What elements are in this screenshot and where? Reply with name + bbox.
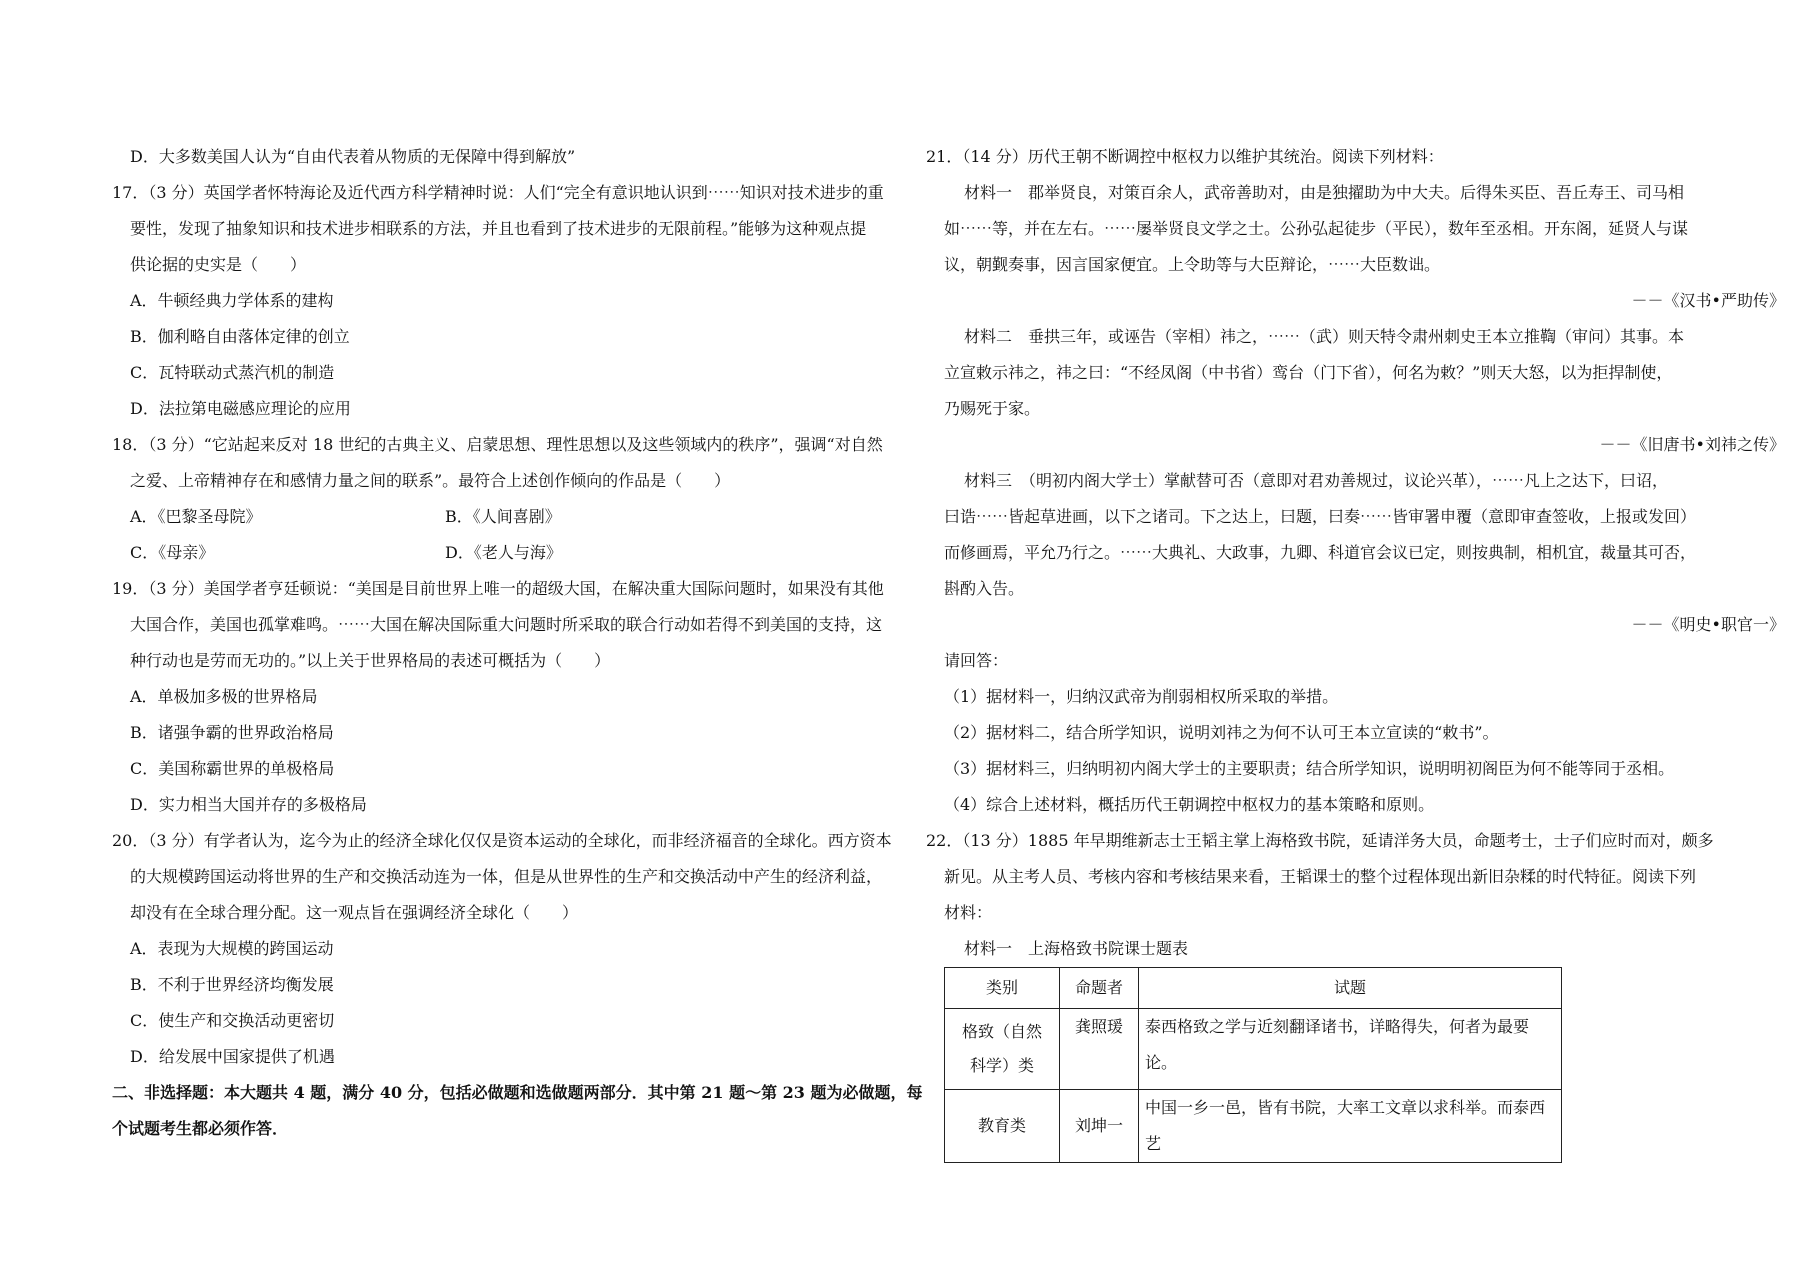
q21-material3-line: 而修画焉，平允乃行之。⋯⋯大典礼、大政事，九卿、科道官会议已定，则按典制，相机宜，裁量其可否，	[944, 543, 1697, 562]
q17-option-a: A．牛顿经典力学体系的建构	[130, 291, 334, 310]
q20-option-d: D．给发展中国家提供了机遇	[130, 1047, 335, 1066]
q21-material1-line: 材料一 郡举贤良，对策百余人，武帝善助对，由是独擢助为中大夫。后得朱买臣、吾丘寿王、司马相	[964, 183, 1685, 202]
table-cell-question: 中国一乡一邑，皆有书院，大率工文章以求科举。而泰西艺	[1139, 1090, 1562, 1163]
q21-prompt: 请回答：	[944, 651, 1009, 670]
table-cell-question: 泰西格致之学与近刻翻译诸书，详略得失，何者为最要论。	[1139, 1009, 1562, 1090]
q19-stem-line: 种行动也是劳而无功的。”以上关于世界格局的表述可概括为（ ）	[130, 651, 611, 670]
table-header-question: 试题	[1139, 968, 1562, 1009]
q18-option-d: D．《老人与海》	[445, 543, 562, 562]
table-cell-category	[945, 1009, 1060, 1090]
table-cell-author: 龚照瑗	[1060, 1009, 1139, 1090]
q20-option-a: A．表现为大规模的跨国运动	[130, 939, 334, 958]
q21-material1-line: 如⋯⋯等，并在左右。⋯⋯屡举贤良文学之士。公孙弘起徒步（平民），数年至丞相。开东阁，延贤人与谋	[944, 219, 1689, 238]
q21-subquestion: （4）综合上述材料，概括历代王朝调控中枢权力的基本策略和原则。	[944, 795, 1435, 814]
q22-table-title: 材料一 上海格致书院课士题表	[964, 939, 1189, 958]
q19-option-d: D．实力相当大国并存的多极格局	[130, 795, 367, 814]
table-cell-category: 教育类	[945, 1090, 1060, 1163]
exam-question-table	[944, 967, 1562, 1163]
q19-option-c: C．美国称霸世界的单极格局	[130, 759, 335, 778]
q17-stem-line: 供论据的史实是（ ）	[130, 255, 307, 274]
table-row	[945, 1090, 1562, 1163]
q19-stem-line: 大国合作，美国也孤掌难鸣。⋯⋯大国在解决国际重大问题时所采取的联合行动如若得不到美国的支持，这	[130, 615, 883, 634]
q18-option-a: A．《巴黎圣母院》	[130, 507, 262, 526]
q21-subquestion: （1）据材料一，归纳汉武帝为削弱相权所采取的举措。	[944, 687, 1339, 706]
table-header-row	[945, 968, 1562, 1009]
section-2-line: 个试题考生都必须作答．	[112, 1119, 289, 1138]
q21-source3: －－《明史•职官一》	[1631, 615, 1785, 634]
q17-option-d: D．法拉第电磁感应理论的应用	[130, 399, 351, 418]
q20-option-c: C．使生产和交换活动更密切	[130, 1011, 335, 1030]
q21-source1: －－《汉书•严助传》	[1631, 291, 1785, 310]
q22-stem-line: 22．（13 分）1885 年早期维新志士王韬主掌上海格致书院，延请洋务大员，命题考士，士子们应时而对，颇多	[926, 831, 1714, 850]
q18-stem-line: 之爱、上帝精神存在和感情力量之间的联系”。最符合上述创作倾向的作品是（ ）	[130, 471, 731, 490]
table-header-author: 命题者	[1060, 968, 1139, 1009]
q21-material2-line: 乃赐死于家。	[944, 399, 1041, 418]
q17-option-c: C．瓦特联动式蒸汽机的制造	[130, 363, 335, 382]
category-line: 科学）类	[969, 1056, 1034, 1075]
q21-subquestion: （3）据材料三，归纳明初内阁大学士的主要职责；结合所学知识，说明明初阁臣为何不能等同于丞相。	[944, 759, 1675, 778]
q17-option-b: B．伽利略自由落体定律的创立	[130, 327, 350, 346]
category-line: 格致（自然	[961, 1022, 1042, 1041]
q22-stem-line: 材料：	[944, 903, 993, 922]
q21-subquestion: （2）据材料二，结合所学知识，说明刘祎之为何不认可王本立宣读的“敕书”。	[944, 723, 1499, 742]
q19-option-a: A．单极加多极的世界格局	[130, 687, 318, 706]
table-row	[945, 1009, 1562, 1090]
table-cell-author: 刘坤一	[1060, 1090, 1139, 1163]
q21-source2: －－《旧唐书•刘祎之传》	[1599, 435, 1785, 454]
q21-material2-line: 材料二 垂拱三年，或诬告（宰相）祎之，⋯⋯（武）则天特令肃州刺史王本立推鞫（审问）其事。本	[964, 327, 1685, 346]
q16-option-d: D．大多数美国人认为“自由代表着从物质的无保障中得到解放”	[130, 147, 576, 166]
q21-material1-line: 议，朝觐奏事，因言国家便宜。上令助等与大臣辩论，⋯⋯大臣数诎。	[944, 255, 1441, 274]
q21-material3-line: 斟酌入告。	[944, 579, 1025, 598]
q17-stem-line: 17．（3 分）英国学者怀特海论及近代西方科学精神时说：人们“完全有意识地认识到⋯⋯知识对技术进步的重	[112, 183, 884, 202]
q21-stem: 21．（14 分）历代王朝不断调控中枢权力以维护其统治。阅读下列材料：	[926, 147, 1444, 166]
q20-stem-line: 的大规模跨国运动将世界的生产和交换活动连为一体，但是从世界性的生产和交换活动中产生的经济利益，	[130, 867, 883, 886]
q22-stem-line: 新见。从主考人员、考核内容和考核结果来看，王韬课士的整个过程体现出新旧杂糅的时代特征。阅读下列	[944, 867, 1697, 886]
q20-option-b: B．不利于世界经济均衡发展	[130, 975, 334, 994]
q19-stem-line: 19．（3 分）美国学者亨廷顿说：“美国是目前世界上唯一的超级大国，在解决重大国际问题时，如果没有其他	[112, 579, 884, 598]
table-header-category: 类别	[945, 968, 1060, 1009]
q20-stem-line: 却没有在全球合理分配。这一观点旨在强调经济全球化（ ）	[130, 903, 579, 922]
q21-material3-line: 曰诰⋯⋯皆起草进画，以下之诸司。下之达上，曰题，曰奏⋯⋯皆审署申覆（意即审查签收，上报或发回）	[944, 507, 1697, 526]
section-2-line: 二、非选择题：本大题共 4 题，满分 40 分，包括必做题和选做题两部分．其中第 21 题～第 23 题为必做题，每	[112, 1083, 923, 1102]
q18-option-c: C．《母亲》	[130, 543, 215, 562]
q17-stem-line: 要性，发现了抽象知识和技术进步相联系的方法，并且也看到了技术进步的无限前程。”能够为这种观点提	[130, 219, 867, 238]
q19-option-b: B．诸强争霸的世界政治格局	[130, 723, 334, 742]
q18-option-b: B．《人间喜剧》	[445, 507, 561, 526]
q18-stem-line: 18．（3 分）“它站起来反对 18 世纪的古典主义、启蒙思想、理性思想以及这些领域内的秩序”，强调“对自然	[112, 435, 883, 454]
q20-stem-line: 20．（3 分）有学者认为，迄今为止的经济全球化仅仅是资本运动的全球化，而非经济福音的全球化。西方资本	[112, 831, 892, 850]
q21-material2-line: 立宣敕示祎之，祎之曰：“不经凤阁（中书省）鸾台（门下省），何名为敕？”则天大怒，以为拒捍制使，	[944, 363, 1673, 382]
q21-material3-line: 材料三 （明初内阁大学士）掌献替可否（意即对君劝善规过，议论兴革），⋯⋯凡上之达下，曰诏，	[964, 471, 1669, 490]
